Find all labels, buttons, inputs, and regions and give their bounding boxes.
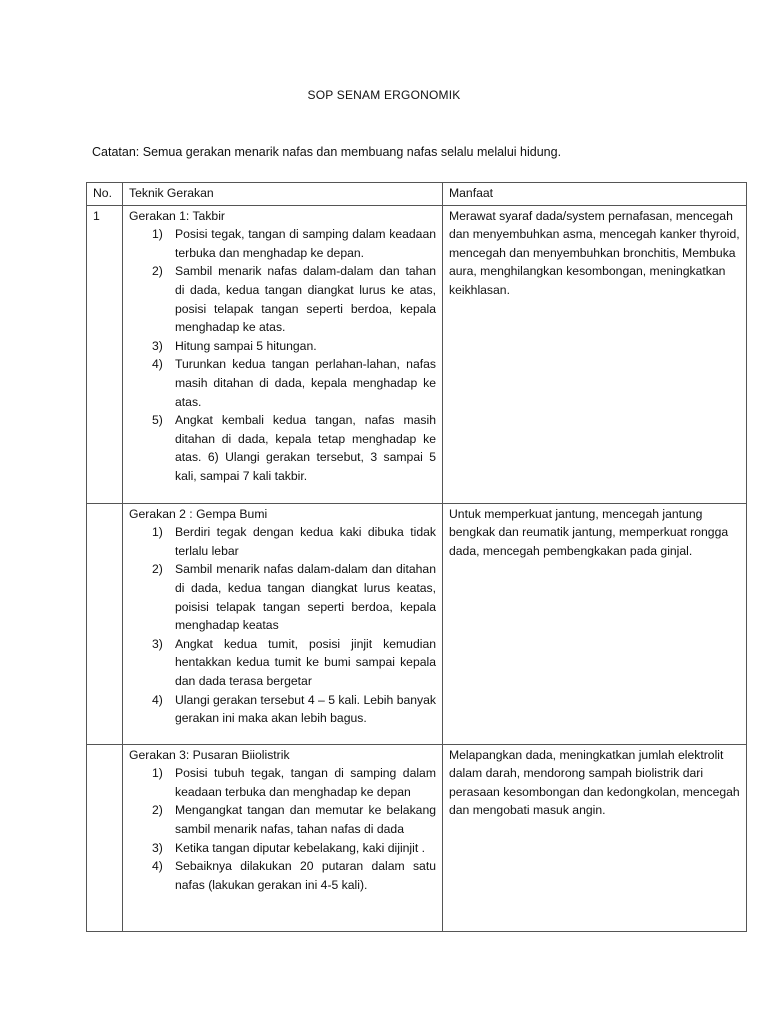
gerakan-title: Gerakan 1: Takbir	[129, 208, 225, 223]
step-number: 2)	[152, 562, 163, 577]
step-item	[129, 764, 436, 801]
step-number: 3)	[152, 338, 163, 353]
step-text: Mengangkat tangan dan memutar ke belakang sambil menarik nafas, tahan nafas di dada	[175, 803, 436, 836]
steps-list	[129, 225, 436, 485]
step-item	[129, 523, 436, 560]
step-text: Sambil menarik nafas dalam-dalam dan tahan di dada, kedua tangan diangkat lurus ke atas, posisi telapak tangan seperti berdoa, kepala menghadap ke atas.	[175, 264, 436, 335]
teknik-cell	[123, 503, 443, 744]
table-row	[87, 205, 747, 503]
table-row	[87, 744, 747, 931]
manfaat-cell: Untuk memperkuat jantung, mencegah jantung bengkak dan reumatik jantung, memperkuat rongga dada, mencegah pembengkakan pada ginjal.	[443, 503, 747, 744]
step-text: Angkat kedua tumit, posisi jinjit kemudian hentakkan kedua tumit ke bumi sampai kepala dan dada terasa bergetar	[175, 636, 436, 688]
step-item	[129, 801, 436, 838]
step-number: 4)	[152, 859, 163, 874]
document-note: Catatan: Semua gerakan menarik nafas dan membuang nafas selalu melalui hidung.	[92, 145, 562, 159]
header-no: No.	[87, 183, 123, 206]
step-number: 5)	[152, 413, 163, 428]
step-number: 4)	[152, 357, 163, 372]
step-item	[129, 839, 436, 858]
steps-list	[129, 523, 436, 728]
step-number: 1)	[152, 766, 163, 781]
step-number: 1)	[152, 525, 163, 540]
step-item	[129, 635, 436, 691]
row-number: 1	[87, 205, 123, 503]
step-text: Berdiri tegak dengan kedua kaki dibuka tidak terlalu lebar	[175, 525, 436, 558]
step-text: Ketika tangan diputar kebelakang, kaki dijinjit .	[175, 840, 425, 855]
manfaat-cell: Melapangkan dada, meningkatkan jumlah elektrolit dalam darah, mendorong sampah biolistrik dari perasaan kesombongan dan kedongkolan, mencegah dan mengobati masuk angin.	[443, 744, 747, 931]
step-text: Turunkan kedua tangan perlahan-lahan, nafas masih ditahan di dada, kepala menghadap ke atas.	[175, 357, 436, 409]
gerakan-title: Gerakan 2 : Gempa Bumi	[129, 506, 268, 521]
table-row	[87, 503, 747, 744]
step-item	[129, 337, 436, 356]
step-number: 2)	[152, 264, 163, 279]
header-manfaat: Manfaat	[443, 183, 747, 206]
row-number	[87, 503, 123, 744]
teknik-cell	[123, 744, 443, 931]
step-item	[129, 857, 436, 894]
step-item	[129, 691, 436, 728]
gerakan-title: Gerakan 3: Pusaran Biiolistrik	[129, 747, 290, 762]
step-number: 3)	[152, 636, 163, 651]
step-number: 1)	[152, 227, 163, 242]
document-title: SOP SENAM ERGONOMIK	[307, 88, 461, 102]
step-text: Sambil menarik nafas dalam-dalam dan ditahan di dada, kedua tangan diangkat lurus keatas, poisisi telapak tangan seperti berdoa, kepala menghadap keatas	[175, 562, 436, 633]
step-item	[129, 355, 436, 411]
step-text: Sebaiknya dilakukan 20 putaran dalam satu nafas (lakukan gerakan ini 4-5 kali).	[175, 859, 436, 892]
step-item	[129, 262, 436, 336]
step-number: 4)	[152, 692, 163, 707]
step-item	[129, 411, 436, 485]
step-text: Ulangi gerakan tersebut 4 – 5 kali. Lebih banyak gerakan ini maka akan lebih bagus.	[175, 692, 436, 726]
manfaat-cell: Merawat syaraf dada/system pernafasan, mencegah dan menyembuhkan asma, mencegah kanker thyroid, mencegah dan menyembuhkan bronchitis, Membuka aura, menghilangkan kesombongan, meningkatkan keikhlasan.	[443, 205, 747, 503]
sop-table	[86, 182, 747, 932]
steps-list	[129, 764, 436, 894]
teknik-cell	[123, 205, 443, 503]
step-item	[129, 225, 436, 262]
step-text: Hitung sampai 5 hitungan.	[175, 338, 317, 353]
table-header-row	[87, 183, 747, 206]
step-text: Angkat kembali kedua tangan, nafas masih ditahan di dada, kepala tetap menghadap ke atas. 6) Ulangi gerakan tersebut, 3 sampai 5 kali, sampai 7 kali takbir.	[175, 413, 436, 483]
step-text: Posisi tubuh tegak, tangan di samping dalam keadaan terbuka dan menghadap ke depan	[175, 766, 436, 799]
header-teknik: Teknik Gerakan	[123, 183, 443, 206]
step-text: Posisi tegak, tangan di samping dalam keadaan terbuka dan menghadap ke depan.	[175, 227, 436, 260]
step-number: 2)	[152, 803, 163, 818]
step-item	[129, 560, 436, 634]
step-number: 3)	[152, 840, 163, 855]
row-number	[87, 744, 123, 931]
